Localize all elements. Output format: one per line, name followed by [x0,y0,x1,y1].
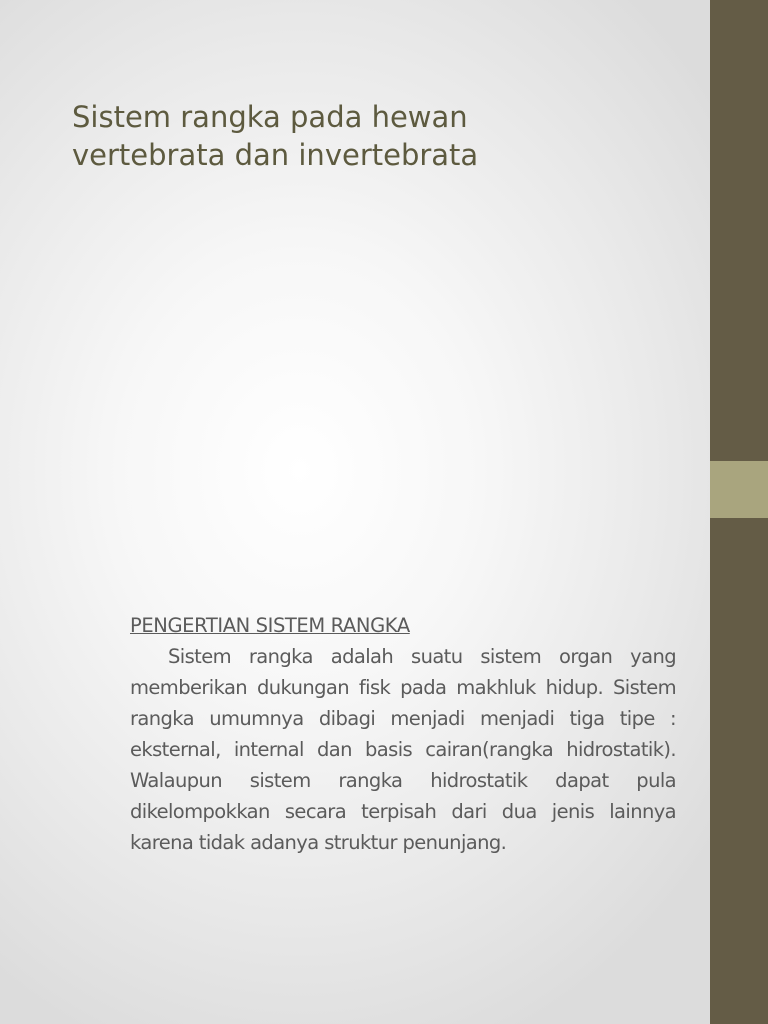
body-paragraph: Sistem rangka adalah suatu sistem organ yang memberikan dukungan fisk pada makhluk hidup. Sistem rangka umumnya dibagi menjadi menjadi tiga tipe : eksternal, internal dan basis cairan(rangka hidrostatik). Walaupun sistem rangka hidrostatik dapat pula dikelompokkan secara terpisah dari dua jenis lainnya karena tidak adanya struktur penunjang. [130,645,676,854]
section-heading: PENGERTIAN SISTEM RANGKA [130,614,410,637]
slide-content [130,610,676,858]
side-accent-block [710,461,768,518]
side-decorative-bar [710,0,768,1024]
slide-title: Sistem rangka pada hewan vertebrata dan invertebrata [72,100,479,172]
